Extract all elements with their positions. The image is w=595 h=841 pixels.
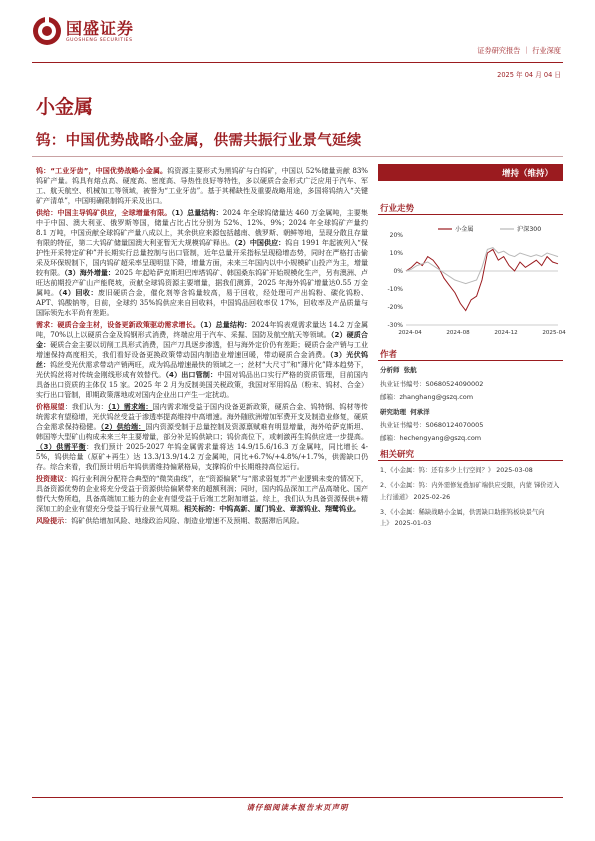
paragraph-lead: 需求：硬质合金主材，设备更新政策驱动需求增长。 [36, 319, 200, 329]
related-item[interactable] [380, 507, 562, 530]
analyst-cert [380, 380, 483, 388]
cert-label: 执业证书编号： [380, 380, 426, 388]
y-tick-label: 10% [389, 250, 403, 257]
paragraph-lead: 投资建议 [36, 473, 65, 483]
x-tick-label: 2024-12 [494, 330, 518, 336]
subpoint-label: （2）硬质合金： [36, 329, 368, 349]
paragraph-supply [36, 208, 368, 319]
subpoint-label: （2）中国供应： [234, 237, 286, 247]
subpoint-label: （3）海外增量： [64, 268, 115, 278]
assistant-name: 何承洋 [410, 408, 430, 416]
authors-title: 作者 [380, 350, 398, 360]
related-divider [378, 460, 563, 461]
y-tick-label: -30% [387, 322, 403, 329]
subpoint-label: （4）出口管制： [165, 370, 218, 380]
assistant-line [380, 408, 430, 416]
paragraph-text: ：钨行业利润分配符合典型的“微笑曲线”，在“资源偏紧”与“需求弱复苏”产业逻辑未变的情况下，具备资源优势的企业将充分受益于资源供给偏紧带来的超额利润；同时，国内钨品深加工产品高端化、国产替代大势所趋，具备高端加工能力的企业有望受益于后端工艺附加增益。综上，我们认为具备资源保供+精深加工的企业有望充分受益于钨行业景气周期。 [36, 473, 368, 513]
subpoint-label: （2）供给端： [100, 421, 146, 431]
assistant-role: 研究助理 [380, 408, 406, 416]
analyst-line [380, 366, 417, 374]
related-stocks-label: 相关标的： [184, 503, 220, 513]
paragraph-lead: 钨：“工业牙齿”，中国优势战略小金属。 [36, 166, 168, 175]
paragraph-text: 2025 年起哈萨克斯坦巴库塔钨矿、韩国桑东钨矿开始规模化生产，另有澳洲、卢旺达前期投产矿山产能爬坡，贡献全球钨资源主要增量，据我们测算，2025 年海外钨矿增量达0.55 万金属吨。 [36, 268, 368, 298]
authors-divider [378, 360, 563, 361]
email-label: 邮箱： [380, 393, 400, 401]
y-tick-label: 20% [389, 232, 403, 239]
title-divider [32, 156, 563, 157]
paragraph-text: 废旧硬质合金，催化剂等含钨量较高，易于回收，经处理可产出钨粉、碳化钨粉、APT、钨酸钠等，目前，全球约 35%钨供应来自回收料，中国钨品回收率仅 17%，回收率及产品质量与国际领先水平尚有差距。 [36, 288, 368, 318]
x-tick-label: 2025-04 [542, 330, 566, 336]
paragraph-risk [36, 516, 368, 526]
subpoint-label: （1）总量结构： [171, 207, 223, 217]
paragraph-demand [36, 320, 368, 400]
y-tick-label: -20% [387, 304, 403, 311]
legend-label: 沪深300 [517, 226, 542, 233]
paragraph-text: ：钨矿供给增加风险、地缘政治风险、制造业增速不及预期、数据滞后风险。 [64, 515, 304, 525]
trend-divider [378, 214, 563, 215]
related-title: 相关研究 [380, 450, 415, 460]
x-tick-label: 2024-08 [446, 330, 470, 336]
related-item-date: 2025-02-26 [413, 493, 451, 501]
footer-divider [32, 797, 563, 798]
industry-title: 小金属 [36, 96, 94, 118]
analyst-email [380, 393, 473, 401]
series-line [406, 249, 558, 310]
related-item[interactable] [380, 480, 562, 503]
related-item-title: 3、《小金属：稀缺战略小金属，供需缺口助推钨板块景气向上》 [380, 508, 545, 528]
assistant-email-link[interactable]: hechengyang@gszq.com [399, 434, 482, 442]
related-item-date: 2025-01-03 [394, 520, 432, 528]
report-date: 2025 年 04 月 04 日 [497, 71, 561, 79]
logo-text: 国盛证券 [66, 19, 135, 38]
paragraph-text: 钨资源主要形式为黑钨矿与白钨矿，中国以 52%储量贡献 83%钨矿产量。钨具有熔点高、硬度高、密度高、导热性良好等特性，多以硬质合金形式广泛应用于汽车、军工、航天航空、机械加工等领域，被誉为“工业牙齿”。基于其稀缺性及重要战略用途，多国将钨纳入“关键矿产清单”，中国明确限制钨开采及出口。 [36, 166, 369, 206]
related-list [380, 465, 562, 529]
paragraph-text: 中国对钨品出口实行严格的资质管理，目前国内具备出口资质的主体仅 15 家。2025 年 2 月为反制美国关税政策，我国对军用钨品（粉末、钨材、合金）实行出口管制，即期政策落地或对国内企业出口产生一定扰动。 [36, 370, 368, 400]
paragraph-lead: 价格展望 [36, 401, 65, 411]
analyst-role: 分析师 [380, 366, 400, 374]
subpoint-label: （4）回收： [58, 288, 98, 298]
logo-text-en: GUOSHENG SECURITIES [66, 38, 133, 43]
report-body [36, 166, 368, 527]
assistant-email [380, 434, 481, 442]
paragraph-text: 国内资源受制于总量控制及资源禀赋难有明显增量，海外哈萨克斯坦、韩国等大型矿山构成未来三年主要增量，部分补足钨供缺口；钨价高位下，或刺激再生钨供应进一步提高。 [36, 421, 368, 441]
subpoint-label: （1）需求端： [107, 401, 153, 411]
paragraph-text: 钨自 1991 年起被列入“保护性开采特定矿种”并长期实行总量控制与出口管制，近年总量开采指标呈现稳增态势，同时在严格打击偷采及环保规制下，国内钨矿超采率呈现明显下降，增量方面，未来三年国内以中小规模矿山投产为主，增量较有限。 [36, 237, 368, 278]
paragraph-text: ：我们预计 2025-2027 年钨金属需求量将达 14.9/15.6/16.3 万金属吨，同比增长 4-5%，钨供给量（原矿+再生）达 13.3/13.9/14.2 万金属吨，同比+6.7%/+4.8%/+1.7%，供需缺口仍存。综合来看，我们预计明后年钨供需维持偏紧格局，支撑钨价中长期维持高位运行。 [36, 442, 368, 472]
logo-mark-icon [32, 16, 62, 46]
related-stocks: 中钨高新、厦门钨业、章源钨业、翔鹭钨业。 [219, 503, 361, 513]
trend-title: 行业走势 [380, 204, 415, 214]
industry-trend-chart [378, 225, 566, 340]
y-tick-label: -10% [387, 286, 403, 293]
footer-disclaimer: 请仔细阅读本报告末页声明 [246, 803, 349, 812]
paragraph-overview [36, 166, 368, 206]
paragraph-price-outlook [36, 402, 368, 472]
cert-number: S0680524090002 [425, 380, 484, 388]
paragraph-text: 硬质合金主要以切削工具形式消费，国产刀具逐步渗透，但与海外定价仍有差距；硬质合金产销与工业增速保持高度相关，我们看好设备更换政策带动国内制造业增速回暖，带动硬质合金消费。 [36, 339, 368, 360]
paragraph-text: 2024 年全球钨储量达 460 万金属吨，主要集中于中国、澳大利亚、俄罗斯等国，储量占比占比分别为 52%、12%、9%；2024 年全球钨矿产量约 8.1 万吨，中国贡献全球钨矿产量八成以上，其余供应来源包括越南、俄罗斯、朝鲜等地，呈现分散且存量有限的特征，第二大钨矿储量国澳大利亚暂无大规模钨矿释出。 [36, 207, 368, 247]
y-tick-label: 0% [393, 268, 403, 275]
legend-label: 小金属 [455, 226, 474, 233]
assistant-cert [380, 421, 483, 429]
subpoint-label: （3）光伏钨丝： [36, 350, 368, 370]
paragraph-text: 国内需求端受益于国内设备更新政策，硬质合金、钨特钢、钨材等传统需求有望稳增，光伏钨丝受益于渗透率提高维持中高增速。海外随欧洲增加军费开支及制造业修复，硬质合金需求保持稳健。 [36, 401, 368, 431]
header-divider [32, 62, 563, 63]
analyst-email-link[interactable]: zhanghang@gszq.com [399, 393, 474, 401]
paragraph-text: 钨丝受光伏需求带动产销两旺，成为钨品增速最快的领域之一；丝材“大尺寸”和“薄片化”降本趋势下，光伏钨丝将对传统金刚线形成有效替代。 [36, 360, 368, 380]
related-item-date: 2025-03-08 [496, 467, 533, 474]
report-headline: 钨：中国优势战略小金属，供需共振行业景气延续 [36, 133, 362, 149]
cert-number: S0680124070005 [425, 421, 484, 429]
x-tick-label: 2024-04 [398, 330, 422, 336]
paragraph-lead: 供给：中国主导钨矿供应，全球增量有限。 [36, 207, 172, 217]
report-type: 证券研究报告 ｜ 行业深度 [477, 46, 561, 55]
company-logo [32, 14, 150, 54]
subpoint-label: （1）总量结构： [199, 319, 252, 329]
paragraph-text: ：我们认为： [64, 401, 108, 411]
paragraph-lead: 风险提示 [36, 515, 65, 525]
related-item-title: 2、《小金属：钨：内外需修复叠加矿端供应受限，内蒙 锑价迈入上行通道》 [380, 482, 560, 501]
analyst-name: 张航 [403, 366, 417, 374]
subpoint-label: （3）供需平衡 [36, 442, 87, 452]
email-label: 邮箱： [380, 434, 400, 442]
rating-text: 增持（维持） [501, 169, 553, 179]
paragraph-investment [36, 474, 368, 514]
cert-label: 执业证书编号： [380, 421, 426, 429]
related-item-title: 1、《小金属：钨：还有多少上行空间？》 [380, 467, 495, 474]
rating-badge [378, 164, 563, 181]
related-item[interactable] [380, 465, 562, 476]
trend-chart-svg [378, 225, 566, 340]
paragraph-text: 2024年钨表观需求量达 14.2 万金属吨，70%以上以硬质合金及钨钢形式消费，终端应用于汽车、采掘、国防及航空航天等领域。 [36, 319, 368, 339]
